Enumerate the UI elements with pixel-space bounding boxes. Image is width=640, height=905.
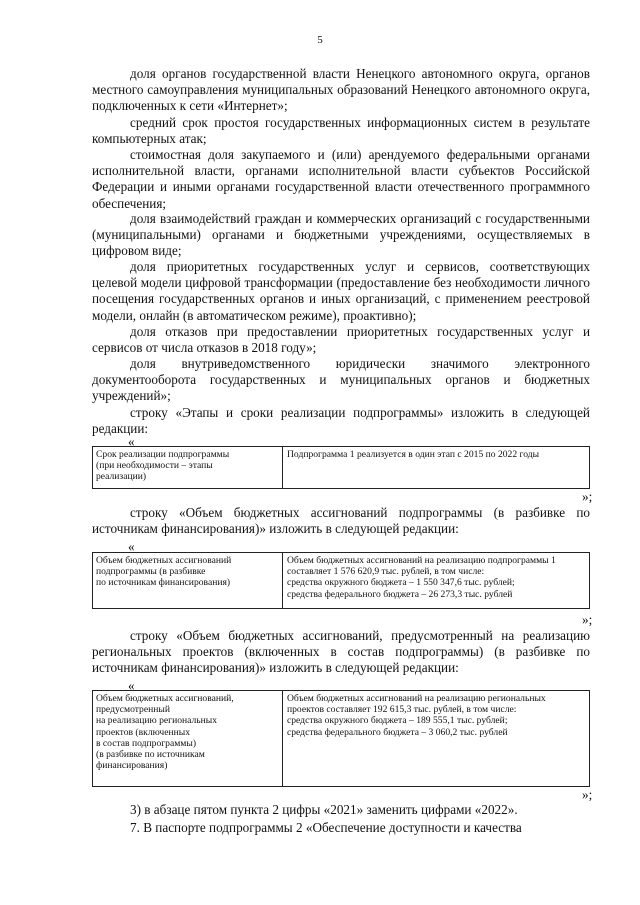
table-stages-label: Срок реализации подпрограммы (при необходимости – этапы реализации) xyxy=(93,447,283,489)
table-regional-projects xyxy=(92,690,590,787)
paragraph-9: строку «Объем бюджетных ассигнований подпрограммы (в разбивке по источникам финансирования)» изложить в следующей редакции: xyxy=(92,505,590,537)
paragraph-7: доля внутриведомственного юридически значимого электронного документооборота государственных и муниципальных органов и бюджетных учреждений»; xyxy=(92,356,590,404)
paragraph-8: строку «Этапы и сроки реализации подпрограммы» изложить в следующей редакции: xyxy=(92,405,590,437)
paragraph-6: доля отказов при предоставлении приоритетных государственных услуг и сервисов от числа отказов в 2018 году»; xyxy=(92,324,590,356)
paragraph-4: доля взаимодействий граждан и коммерческих организаций с государственными (муниципальными) органами и бюджетными учреждениями, осуществляемых в цифровом виде; xyxy=(92,211,590,259)
open-quote-1: « xyxy=(128,434,135,449)
close-quote-1: »; xyxy=(582,489,593,504)
table-budget-value: Объем бюджетных ассигнований на реализацию подпрограммы 1 составляет 1 576 620,9 тыс. рублей, в том числе: средства окружного бюджета – 1 550 347,6 тыс. рублей; средства федерального бюджета – 26 273,3 тыс. рублей xyxy=(283,553,590,609)
table-stages-value: Подпрограмма 1 реализуется в один этап с 2015 по 2022 годы xyxy=(283,447,590,489)
paragraph-2: средний срок простоя государственных информационных систем в результате компьютерных атак; xyxy=(92,115,590,147)
close-quote-2: »; xyxy=(582,612,593,627)
paragraph-5: доля приоритетных государственных услуг и сервисов, соответствующих целевой модели цифровой трансформации (предоставление без необходимости личного посещения государственных органов и иных организаций, с применением реестровой модели, онлайн (в автоматическом режиме), проактивно); xyxy=(92,259,590,323)
paragraph-1: доля органов государственной власти Ненецкого автономного округа, органов местного самоуправления муниципальных образований Ненецкого автономного округа, подключенных к сети «Интернет»; xyxy=(92,66,590,114)
table-budget xyxy=(92,552,590,609)
table-stages xyxy=(92,446,590,489)
table-regional-label: Объем бюджетных ассигнований, предусмотренный на реализацию региональных проектов (включенных в состав подпрограммы) (в разбивке по источникам финансирования) xyxy=(93,691,283,787)
close-quote-3: »; xyxy=(582,787,593,802)
open-quote-2: « xyxy=(128,539,135,554)
paragraph-3: стоимостная доля закупаемого и (или) арендуемого федеральными органами исполнительной власти, органами исполнительной власти субъектов Российской Федерации и иными органами государственной власти отечественного программного обеспечения; xyxy=(92,147,590,211)
paragraph-12: 7. В паспорте подпрограммы 2 «Обеспечение доступности и качества xyxy=(130,820,522,835)
open-quote-3: « xyxy=(128,678,135,693)
page-number: 5 xyxy=(317,34,323,46)
table-regional-value: Объем бюджетных ассигнований на реализацию региональных проектов составляет 192 615,3 тыс. рублей, в том числе: средства окружного бюджета – 189 555,1 тыс. рублей; средства федерального бюджета – 3 060,2 тыс. рублей xyxy=(283,691,590,787)
paragraph-10: строку «Объем бюджетных ассигнований, предусмотренный на реализацию региональных проектов (включенных в состав подпрограммы) (в разбивке по источникам финансирования)» изложить в следующей редакции: xyxy=(92,628,590,676)
table-budget-label: Объем бюджетных ассигнований подпрограммы (в разбивке по источникам финансирования) xyxy=(93,553,283,609)
paragraph-11: 3) в абзаце пятом пункта 2 цифры «2021» заменить цифрами «2022». xyxy=(130,802,518,817)
